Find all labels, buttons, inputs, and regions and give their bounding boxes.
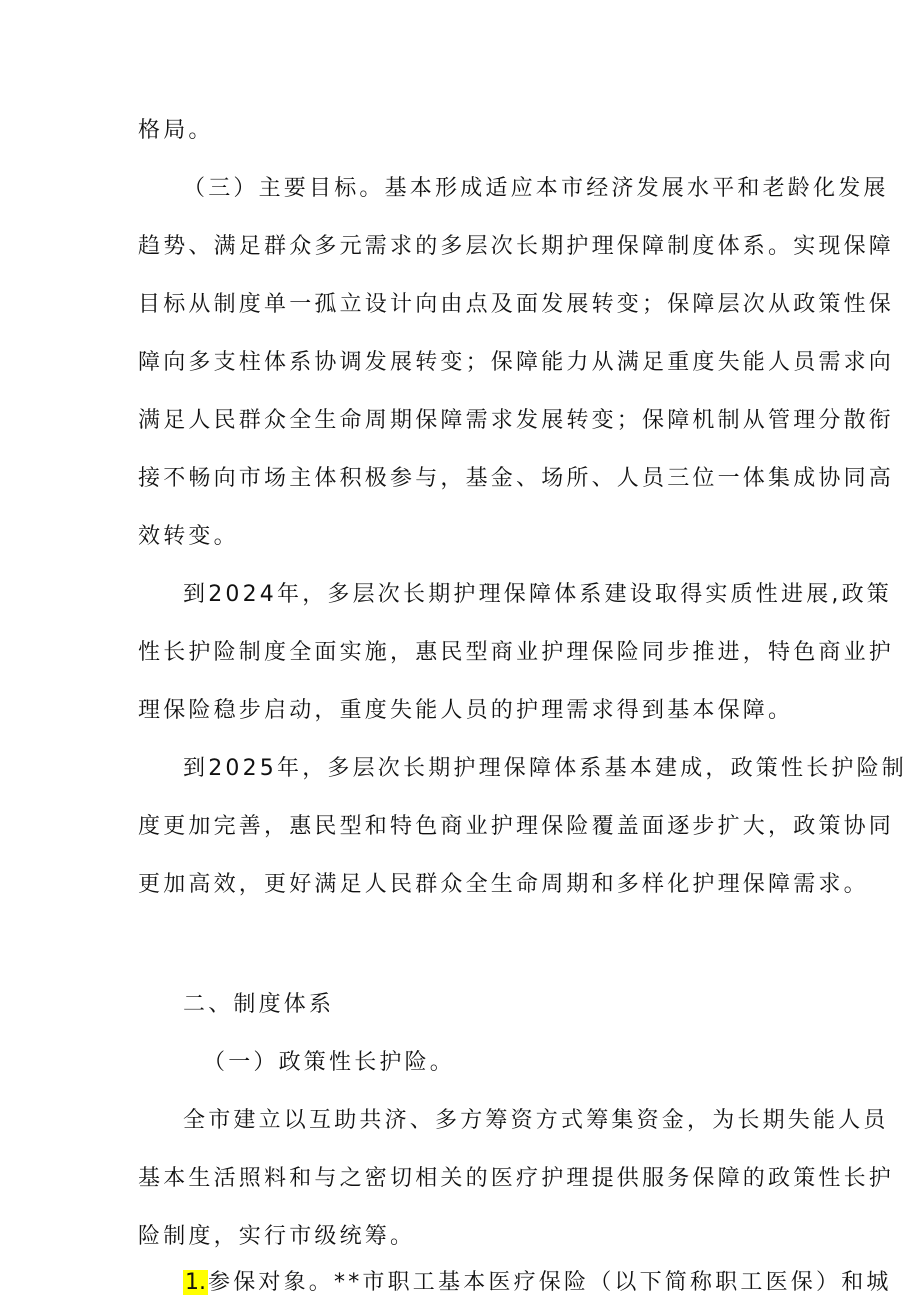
chapter2-para-line-3: 险制度，实行市级统筹。: [138, 1224, 416, 1249]
goal2024-line-2: 性长护险制度全面实施，惠民型商业护理保险同步推进，特色商业护: [138, 640, 895, 665]
section3-line-1: （三）主要目标。基本形成适应本市经济发展水平和老龄化发展: [183, 176, 889, 201]
section3-line-2: 趋势、满足群众多元需求的多层次长期护理保障制度体系。实现保障: [138, 234, 895, 259]
chapter2-title: 二、制度体系: [183, 992, 335, 1017]
item1-text: 参保对象。**市职工基本医疗保险（以下简称职工医保）和城: [208, 1270, 892, 1295]
section3-line-3: 目标从制度单一孤立设计向由点及面发展转变；保障层次从政策性保: [138, 292, 895, 317]
goal2024-line-1: 到2024年，多层次长期护理保障体系建设取得实质性进展,政策: [183, 582, 892, 607]
section3-line-4: 障向多支柱体系协调发展转变；保障能力从满足重度失能人员需求向: [138, 350, 895, 375]
subsection1-title: （一）政策性长护险。: [203, 1050, 456, 1075]
item1-line: [183, 1268, 892, 1301]
item1-number-highlight: 1.: [185, 1270, 206, 1295]
chapter2-para-line-1: 全市建立以互助共济、多方筹资方式筹集资金，为长期失能人员: [183, 1108, 889, 1133]
goal2025-line-2: 度更加完善，惠民型和特色商业护理保险覆盖面逐步扩大，政策协同: [138, 814, 895, 839]
goal2025-line-1: 到2025年，多层次长期护理保障体系基本建成，政策性长护险制: [183, 756, 907, 781]
section3-line-5: 满足人民群众全生命周期保障需求发展转变；保障机制从管理分散衔: [138, 408, 895, 433]
section3-line-6: 接不畅向市场主体积极参与，基金、场所、人员三位一体集成协同高: [138, 466, 895, 491]
continuation-line: 格局。: [138, 118, 214, 143]
goal2025-line-3: 更加高效，更好满足人民群众全生命周期和多样化护理保障需求。: [138, 872, 869, 897]
section3-line-7: 效转变。: [138, 524, 239, 549]
goal2024-line-3: 理保险稳步启动，重度失能人员的护理需求得到基本保障。: [138, 698, 794, 723]
chapter2-para-line-2: 基本生活照料和与之密切相关的医疗护理提供服务保障的政策性长护: [138, 1166, 895, 1191]
